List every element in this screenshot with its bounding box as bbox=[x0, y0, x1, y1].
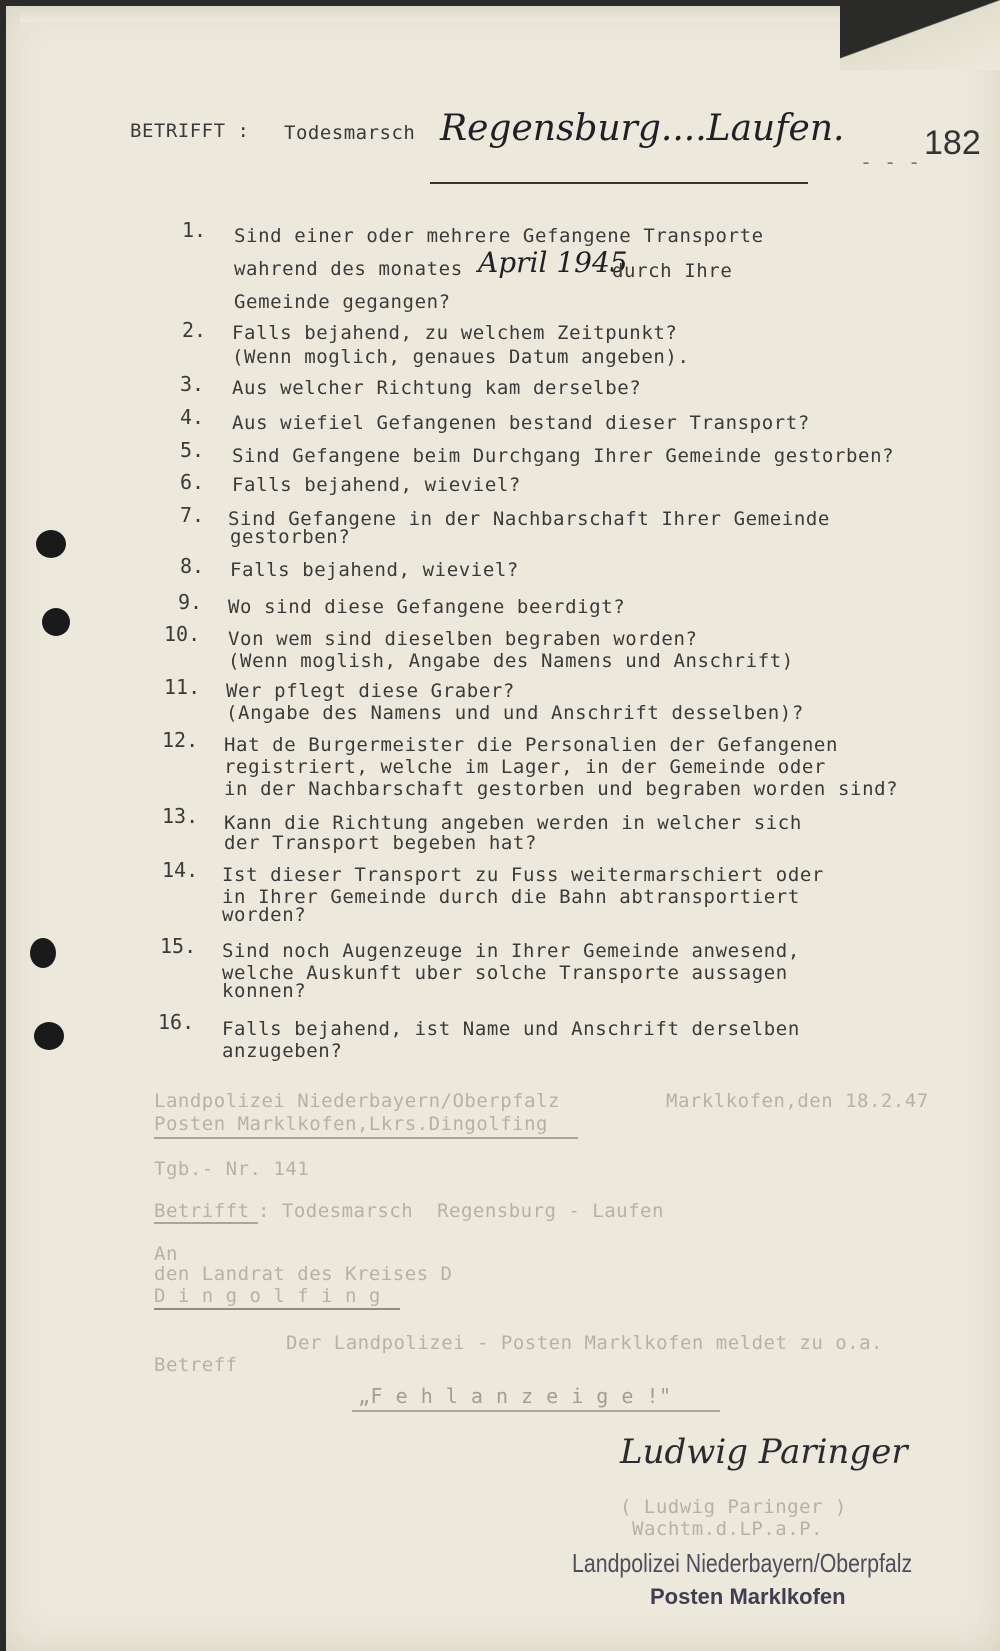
question-text: worden? bbox=[222, 904, 307, 926]
question-text: Aus welcher Richtung kam derselbe? bbox=[232, 377, 642, 399]
question-text: in Ihrer Gemeinde durch die Bahn abtransportiert bbox=[222, 886, 800, 908]
question-text: (Angabe des Namens und und Anschrift desselben)? bbox=[226, 702, 804, 724]
reply-org-line2: Posten Marklkofen,Lkrs.Dingolfing bbox=[154, 1113, 548, 1135]
question-text: Falls bejahend, wieviel? bbox=[230, 559, 519, 581]
question-text: Falls bejahend, wieviel? bbox=[232, 474, 521, 496]
question-number: 2. bbox=[182, 318, 207, 342]
police-stamp-line2: Posten Marklkofen bbox=[650, 1584, 846, 1609]
question-number: 14. bbox=[162, 858, 199, 882]
page-number: 182 bbox=[924, 124, 981, 162]
question-text: in der Nachbarschaft gestorben und begraben worden sind? bbox=[224, 778, 899, 800]
punch-hole bbox=[34, 1022, 64, 1050]
header-subject: Todesmarsch bbox=[284, 122, 416, 144]
recipient-underline bbox=[154, 1308, 400, 1310]
question-text: Sind Gefangene beim Durchgang Ihrer Gemeinde gestorben? bbox=[232, 445, 895, 467]
question-number: 11. bbox=[164, 675, 201, 699]
question-number: 13. bbox=[162, 804, 199, 828]
punch-hole bbox=[30, 938, 56, 968]
reply-recipient2: D i n g o l f i n g bbox=[154, 1285, 381, 1307]
question-text: wahrend des monates bbox=[234, 258, 463, 280]
typed-name: ( Ludwig Paringer ) bbox=[620, 1496, 847, 1518]
question-number: 6. bbox=[180, 470, 205, 494]
question-text: Gemeinde gegangen? bbox=[234, 291, 451, 313]
question-text: Kann die Richtung angeben werden in welcher sich bbox=[224, 812, 802, 834]
signature: Ludwig Paringer bbox=[620, 1432, 908, 1472]
reply-fehlanzeige: „F e h l a n z e i g e !" bbox=[358, 1384, 672, 1408]
question-number: 8. bbox=[180, 554, 205, 578]
question-text: Hat de Burgermeister die Personalien der Gefangenen bbox=[224, 734, 838, 756]
police-stamp-line1: Landpolizei Niederbayern/Oberpfalz bbox=[572, 1548, 913, 1578]
question-text: Von wem sind dieselben begraben worden? bbox=[228, 628, 698, 650]
question-number: 15. bbox=[160, 934, 197, 958]
question-number: 9. bbox=[178, 590, 203, 614]
reply-recipient1: den Landrat des Kreises D bbox=[154, 1263, 453, 1285]
question-text: welche Auskunft uber solche Transporte aussagen bbox=[222, 962, 788, 984]
question-text: Sind Gefangene in der Nachbarschaft Ihrer Gemeinde bbox=[228, 508, 830, 530]
question-number: 7. bbox=[180, 503, 205, 527]
question-number: 3. bbox=[180, 372, 205, 396]
question-number: 10. bbox=[164, 622, 201, 646]
reply-body2: Betreff bbox=[154, 1354, 238, 1376]
punch-hole bbox=[42, 608, 70, 636]
question-text: Falls bejahend, zu welchem Zeitpunkt? bbox=[232, 322, 678, 344]
question-number: 5. bbox=[180, 438, 205, 462]
question-text: Ist dieser Transport zu Fuss weitermarschiert oder bbox=[222, 864, 824, 886]
question-text: gestorben? bbox=[230, 526, 351, 548]
reply-tgb: Tgb.- Nr. 141 bbox=[154, 1158, 310, 1180]
punch-hole bbox=[36, 530, 66, 558]
question-text: Falls bejahend, ist Name und Anschrift derselben bbox=[222, 1018, 800, 1040]
header-dashes: - - - bbox=[860, 150, 921, 174]
fehlanzeige-underline bbox=[352, 1410, 720, 1412]
reply-body1: Der Landpolizei - Posten Marklkofen meldet zu o.a. bbox=[286, 1332, 883, 1354]
paper-edge bbox=[20, 6, 970, 22]
question-text: Sind einer oder mehrere Gefangene Transporte bbox=[234, 225, 764, 247]
question-number: 12. bbox=[162, 728, 199, 752]
folded-corner bbox=[840, 0, 1000, 70]
betrifft-underline bbox=[154, 1222, 258, 1224]
question-text: Sind noch Augenzeuge in Ihrer Gemeinde anwesend, bbox=[222, 940, 800, 962]
reply-betrifft-label: Betrifft bbox=[154, 1200, 250, 1222]
question-text-tail: durch Ihre bbox=[612, 260, 733, 282]
question-text: konnen? bbox=[222, 980, 307, 1002]
question-text: Aus wiefiel Gefangenen bestand dieser Transport? bbox=[232, 412, 810, 434]
reply-org-line1: Landpolizei Niederbayern/Oberpfalz bbox=[154, 1090, 560, 1112]
question-text: registriert, welche im Lager, in der Gemeinde oder bbox=[224, 756, 826, 778]
header-underline bbox=[430, 182, 808, 184]
question-text: (Wenn moglish, Angabe des Namens und Anschrift) bbox=[228, 650, 794, 672]
question-text: (Wenn moglich, genaues Datum angeben). bbox=[232, 346, 690, 368]
question-text: der Transport begeben hat? bbox=[224, 832, 538, 854]
reply-org-underline bbox=[154, 1137, 578, 1139]
question-text: Wo sind diese Gefangene beerdigt? bbox=[228, 596, 626, 618]
question-text: Wer pflegt diese Graber? bbox=[226, 680, 515, 702]
question-text: anzugeben? bbox=[222, 1040, 343, 1062]
reply-betrifft-text: : Todesmarsch Regensburg - Laufen bbox=[258, 1200, 664, 1222]
rank: Wachtm.d.LP.a.P. bbox=[632, 1518, 824, 1540]
question-number: 1. bbox=[182, 218, 207, 242]
header-label: BETRIFFT : bbox=[130, 120, 250, 142]
question-number: 16. bbox=[158, 1010, 195, 1034]
handwritten-month: April 1945 bbox=[478, 246, 628, 279]
handwritten-route: Regensburg....Laufen. bbox=[440, 108, 845, 149]
reply-place-date: Marklkofen,den 18.2.47 bbox=[666, 1090, 929, 1112]
question-number: 4. bbox=[180, 405, 205, 429]
reply-an: An bbox=[154, 1243, 178, 1265]
